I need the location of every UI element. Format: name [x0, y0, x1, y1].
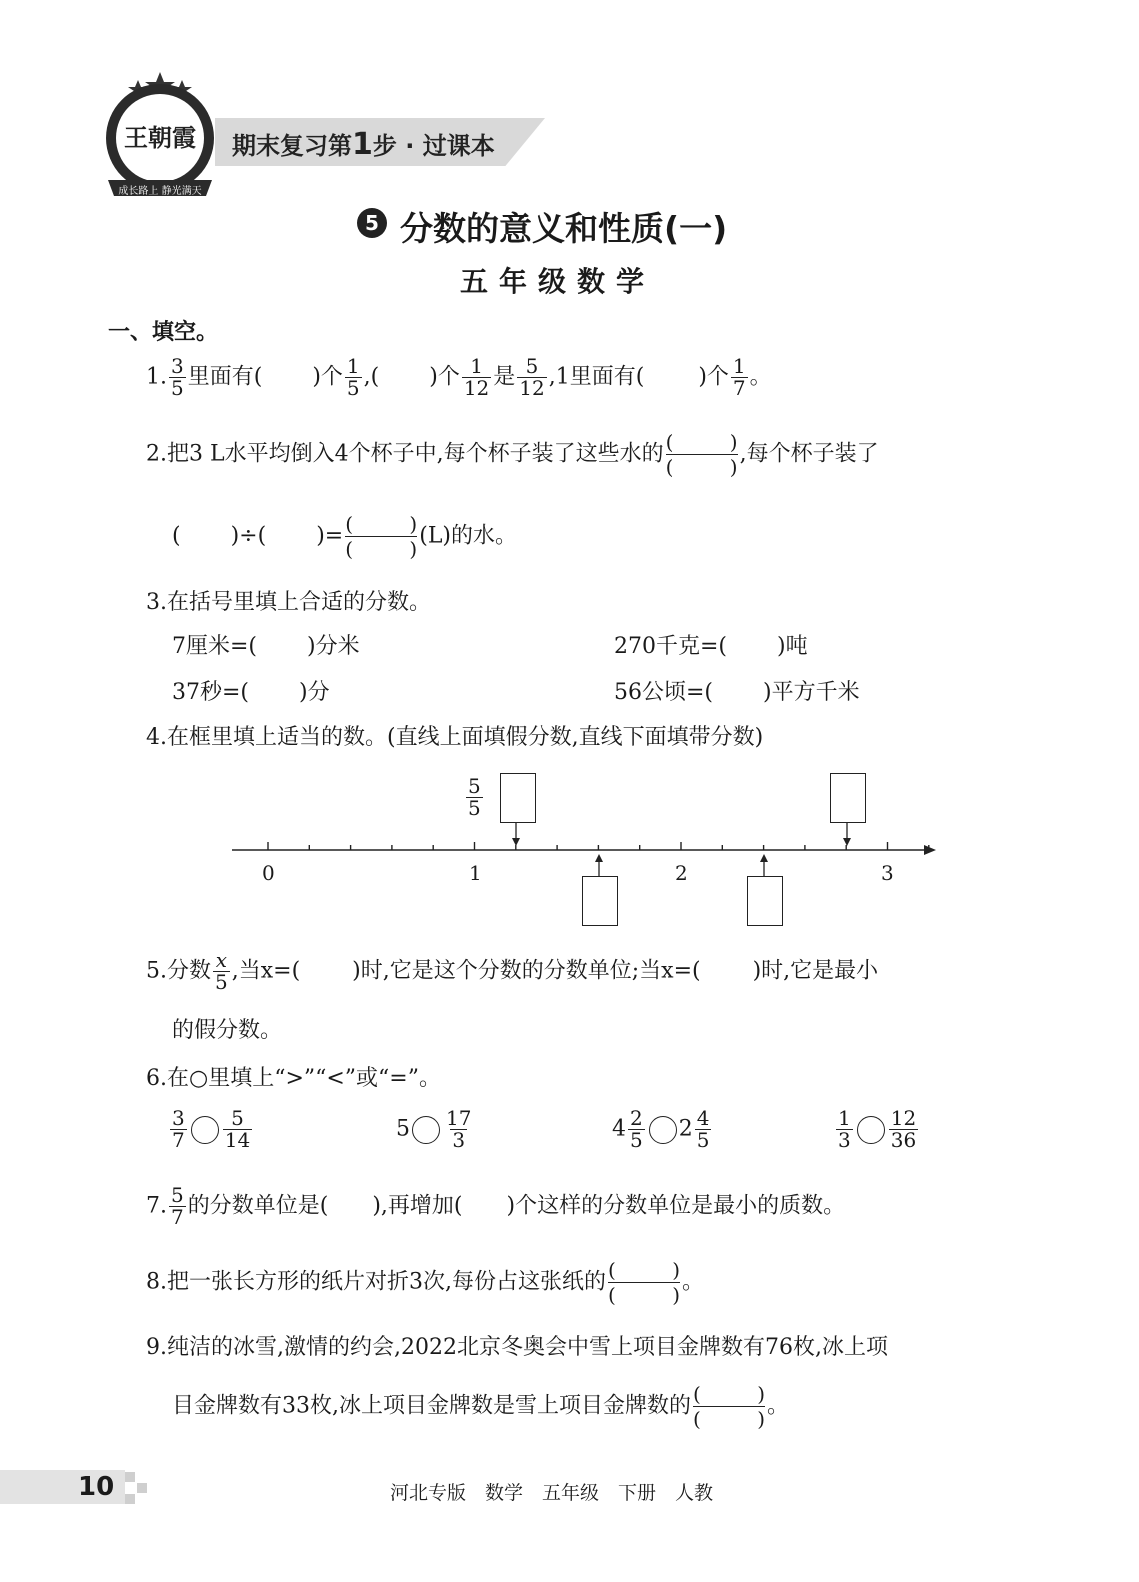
logo-text: 王朝霞	[124, 124, 196, 152]
title-number-badge: 5	[357, 208, 387, 238]
compare-item: $\frac{3}{7}$ $\frac{5}{14}$	[172, 1106, 251, 1152]
answer-fraction-blank[interactable]: ( ) ( )	[665, 430, 738, 479]
answer-box-below[interactable]	[582, 876, 618, 926]
tick-label: 2	[675, 861, 688, 885]
question-2: 2.把3 L水平均倒入4个杯子中,每个杯子装了这些水的 ( ) ( ) ,每个杯子装了	[146, 430, 879, 479]
question-5-line-2: 的假分数。	[172, 1018, 283, 1043]
question-2-line-2: ( )÷( )= ( ) ( ) (L)的水。	[172, 512, 518, 561]
page-title: 分数的意义和性质(一)	[400, 209, 728, 248]
question-4: 4.在框里填上适当的数。(直线上面填假分数,直线下面填带分数)	[146, 725, 764, 750]
compare-circle[interactable]	[412, 1116, 440, 1144]
tick-label: 0	[262, 861, 275, 885]
answer-fraction-blank[interactable]: ( ) ( )	[345, 512, 418, 561]
compare-circle[interactable]	[857, 1116, 885, 1144]
q3-item: 56公顷=( )平方千米	[614, 680, 860, 705]
brand-logo	[100, 70, 220, 200]
question-1: 1. $\frac{3}{5}$ 里面有( )个 $\frac{1}{5}$ ,( )个 $\frac{1}{12}$ 是 $\frac{5}{12}$ ,1里面有( )个 $\frac{1}{7}$ 。	[146, 354, 772, 400]
question-5: 5.分数 $\frac{x}{5}$ ,当x=( )时,它是这个分数的分数单位;当x=( )时,它是最小	[146, 948, 879, 994]
q3-item: 37秒=( )分	[172, 680, 330, 705]
answer-box-above[interactable]	[830, 773, 866, 823]
tick-label: 1	[469, 861, 482, 885]
question-8: 8.把一张长方形的纸片对折3次,每份占这张纸的 ( ) ( ) 。	[146, 1258, 705, 1307]
answer-box-below[interactable]	[747, 876, 783, 926]
fraction-label: $\frac{5}{5}$	[468, 774, 481, 820]
question-9: 9.纯洁的冰雪,激情的约会,2022北京冬奥会中雪上项目金牌数有76枚,冰上项	[146, 1335, 888, 1360]
compare-item: 5 $\frac{17}{3}$	[396, 1106, 472, 1152]
question-6: 6.在○里填上“>”“<”或“=”。	[146, 1066, 441, 1091]
answer-box-above[interactable]	[500, 773, 536, 823]
compare-circle[interactable]	[191, 1116, 219, 1144]
compare-circle[interactable]	[649, 1116, 677, 1144]
compare-item: 4 $\frac{2}{5}$ 2 $\frac{4}{5}$	[612, 1106, 710, 1152]
number-line	[228, 766, 948, 936]
question-7: 7. $\frac{5}{7}$ 的分数单位是( ),再增加( )个这样的分数单位是最小的质数。	[146, 1183, 846, 1229]
logo-slogan: 成长路上 静光满天	[118, 186, 202, 197]
answer-fraction-blank[interactable]: ( ) ( )	[608, 1258, 680, 1307]
footer-squares	[125, 1472, 149, 1504]
footer-info: 河北专版 数学 五年级 下册 人教	[390, 1482, 714, 1504]
answer-fraction-blank[interactable]: ( ) ( )	[693, 1382, 765, 1431]
compare-item: $\frac{1}{3}$ $\frac{12}{36}$	[838, 1106, 917, 1152]
tick-label: 3	[881, 861, 894, 885]
section-label: 一、填空。	[108, 320, 219, 345]
question-3: 3.在括号里填上合适的分数。	[146, 590, 432, 615]
page-subtitle: 五年级数学	[460, 265, 656, 298]
question-9-line-2: 目金牌数有33枚,冰上项目金牌数是雪上项目金牌数的 ( ) ( ) 。	[172, 1382, 790, 1431]
banner-text: 期末复习第1步 · 过课本	[232, 127, 495, 162]
q3-item: 270千克=( )吨	[614, 634, 808, 659]
page-number: 10	[78, 1472, 115, 1502]
q3-item: 7厘米=( )分米	[172, 634, 360, 659]
